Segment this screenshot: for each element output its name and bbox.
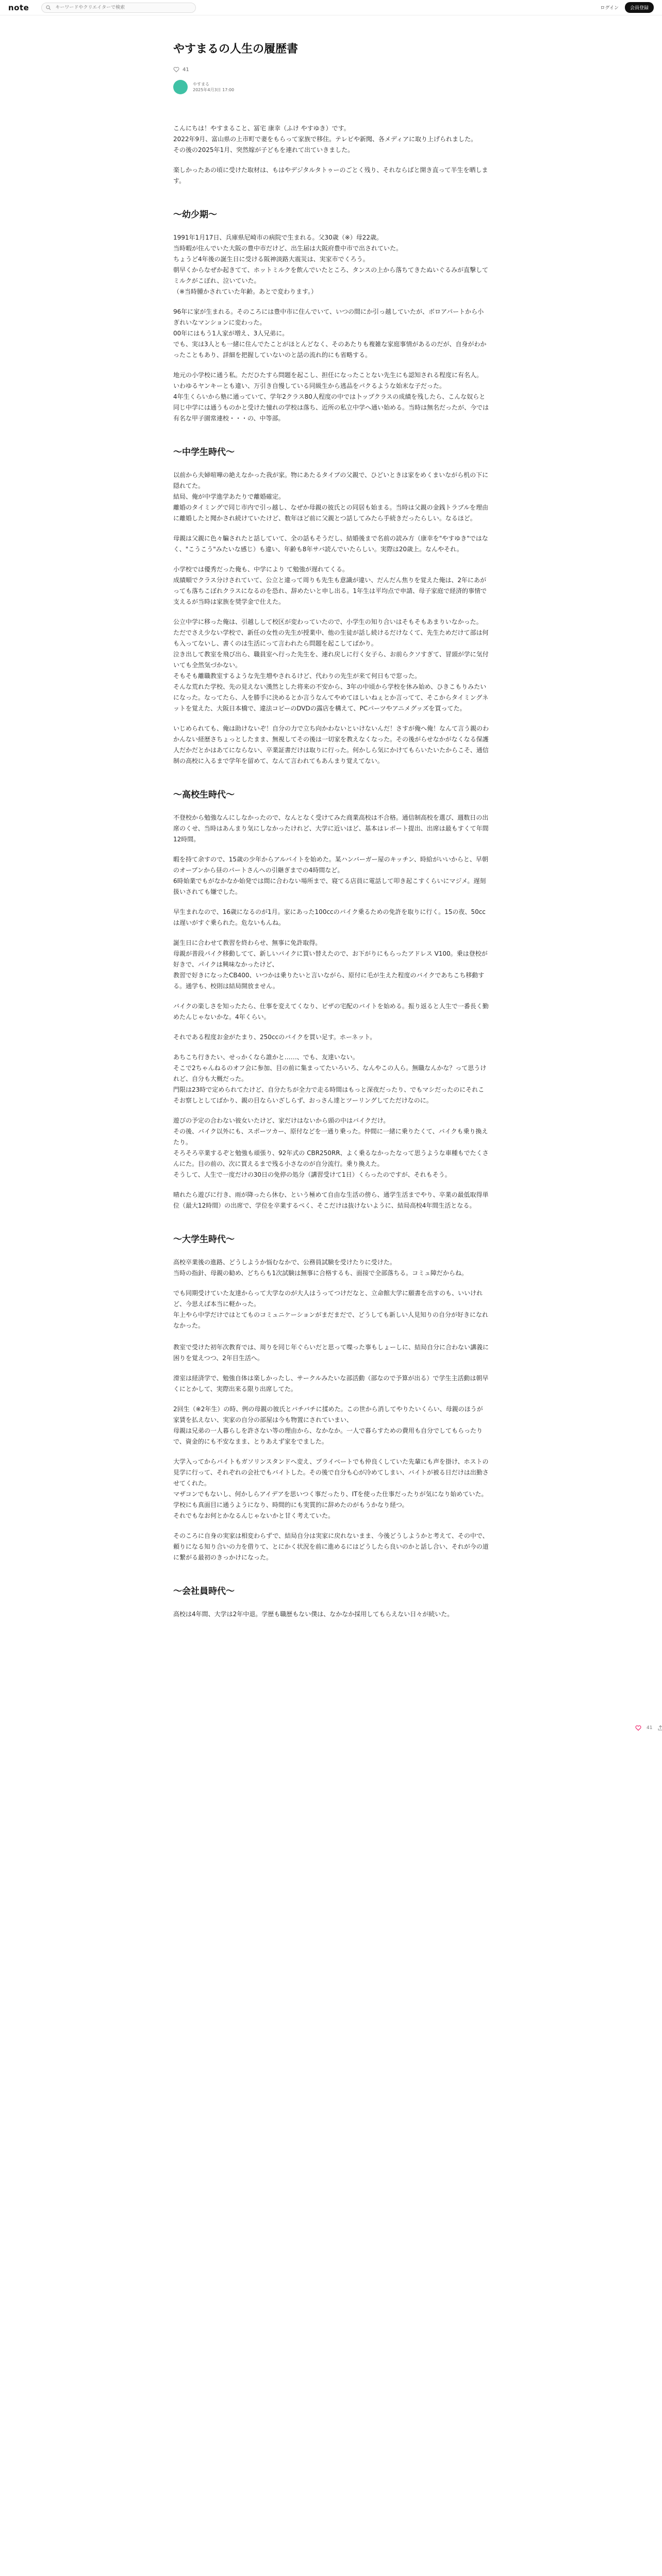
- paragraph: こんにちは！やすまること、冨宅 康幸（ふけ やすゆき）です。 2022年9月、富山県の上市町で妻をもらって家族で移住。テレビや新聞、各メディアに取り上げられました。 その後の2025年1月、突然嫁が子どもを連れて出ていきました。: [173, 125, 477, 154]
- login-link[interactable]: ログイン: [600, 6, 619, 11]
- section-heading: 〜会社員時代〜: [173, 1586, 235, 1597]
- author-meta: [193, 81, 234, 93]
- paragraph: 晴れたら遊びに行き、雨が降ったら休む、という極めて自由な生活の傍ら、通学生活までやり、卒業の最低取得単位（最大12時間）の出席で、学位を卒業するべく、そこだけは抜けないように、結局高校4年間生活となる。: [173, 1191, 489, 1209]
- paragraph: 高校卒業後の進路、どうしようか悩むなかで、公務員試験を受けたりに受けた。 当時の指針、母親の勧め、どちらも1次試験は無事に合格するも、面接で全部落ちる。コミュ障だからね。: [173, 1259, 468, 1277]
- paragraph: 2回生（※2年生）の時、例の母親の彼氏とバチバチに揉めた。この世から消してやりたいくらい、母親のほうが家賃を払えない、実家の自分の部屋は今も物置にされていまい、 母親は兄弟の一人暮らしを許さない等の理由から、なかなか。一人で暮らすための費用も自分でしてもらったりで、資金的にも不安なまま、とりあえず家をでました。: [173, 1405, 483, 1445]
- paragraph: でも同期受けていた友達からって大学なのが大人はうってつけだなと、立命館大学に願書を出すのも、いいけれど、今思えば本当に軽かった。 年上やら中学だけではとてものコミュニケーションがまだまだで、どうしても新しい人見知りの自分が好きになれなかった。 教室で受けた初年次教育では、周りを同じ年ぐらいだと思って喋った事もしょーしに、結局自分に合わない講義に困りを覚えつつ、2年目生活へ。: [173, 1290, 489, 1362]
- paragraph: 96年に家が生まれる。そのころには豊中市に住んでいて、いつの間にか引っ越していたが、ボロアパートから小ぎれいなマンションに変わった。 00年にはもう1人家が増え、3人兄弟に。 でも、実は3人とも一緒に住んでたことがほとんどなく、そのあたりも複雑な家庭事情があるのだが、自身がわかったこともあり、詳細を把握していないのと話の流れ的にも省略する。: [173, 308, 487, 359]
- paragraph: それである程度お金がたまり、250ccのバイクを買い足す。ホーネット。: [173, 1033, 376, 1041]
- paragraph: 滑室は経済学で、勉強自体は楽しかったし、サークルみたいな部活動（部なので予算が出る）で学生主活動は朝早くにとかして、実際出来る限り出席してた。: [173, 1375, 489, 1393]
- paragraph: あちこち行きたい、せっかくなら誰かと……、でも、友達いない。 そこで2ちゃんねるのオフ会に参加、目の前に集まってたいろいろ、なんやこの人ら。無職なんかな？って思うけれど、自分も大概だった。 門限は23時で定められてたけど、自分たちが全力で走る時間はもっと深夜だったり、でもマシだったのにそれこそお察しとしてばかり、親の目ならいざしらず、おっさん達とツーリングしてただけなのに。: [173, 1054, 487, 1104]
- like-row: [173, 66, 489, 73]
- paragraph: 楽しかったあの頃に受けた取材は、もはやデジタルタトゥーのごとく残り、それならばと開き直って半生を晒します。: [173, 166, 488, 184]
- avatar[interactable]: [173, 80, 188, 94]
- paragraph: そのころに自身の実家は相変わらずで、結局自分は実家に戻れないまま、今後どうしようかと考えて、その中で、頼りになる知り合いの力を借りて、とにかく状況を前に進めるにはどうしたら良いのかと話し合い、それが今の道に繋がる最初のきっかけになった。: [173, 1532, 489, 1561]
- paragraph: バイクの楽しさを知ったたら、仕事を変えてくなり、ピザの宅配のバイトを始める。振り返ると人生で一番長く勤めたんじゃないかな。4年くらい。: [173, 1003, 489, 1021]
- side-actions: [635, 1725, 662, 1731]
- paragraph: 遊びの予定の合わない彼女いたけど、家だけはないから頭の中はバイクだけ。 その後、バイク以外にも、スポーツカー、原付などを一通り乗った。仲間に一緒に乗りたくて、バイクも乗り換えたり。 そろそろ卒業するぞと勉強も頑張り、92年式の CBR250RR、よく乗るなかったなって思うような車種もでたくさんにた。目の前の、次に買えるまで残る小さなのが自分流行。乗り換えた。 そうして、人生で一度だけの30日の免停の処分（講習受けて1日）くらったのですが、それもそう。: [173, 1117, 489, 1178]
- like-count: 41: [183, 66, 189, 73]
- section-heading: 〜高校生時代〜: [173, 790, 235, 800]
- paragraph: 早生まれなので、16歳になるのが1月。家にあった100ccのバイク乗るための免許を取りに行く。15の夜、50ccは遅いがすぐ乗られた。危ないもんね。: [173, 908, 486, 926]
- article-title: やすまるの人生の履歴書: [173, 43, 299, 56]
- paragraph: いじめられても、俺は助けないぞ！自分の力で立ち向かわないといけないんだ！さすが俺へ俺！なんて言う親のわかんない経歴さちょっとしたまま、無視してその後は一切家を教えなくなった。その後がらせなかがなくなる保護人だかだとかはあてにならない、卒業証書だけは取りに行った。何かしら気にかけてもらいたいたからこそ、通信制の高校に入るまで学年を留めて、なんて言われてもあんまり覚えてない。: [173, 725, 489, 765]
- paragraph: 暇を持て余すので、15歳の少年からアルバイトを始めた。某ハンバーガー屋のキッチン、時給がいいからと、早朝のオープンから昼のパートさんへの引継ぎまでの4時間など。 6時始業でもがなかなか始発では間に合わない場所まで、寝てる店員に電話して叩き起こすくらいにマジメ。遅刻扱いされても嫌でした。: [173, 856, 488, 895]
- search-icon: [46, 5, 51, 10]
- paragraph: 小学校では優秀だった俺も、中学により て勉強が遅れてくる。 成績順でクラス分けされていて、公立と違って周りも先生も意識が違い、だんだん焦りを覚えた俺は、2年にあがっても落ちこぼれクラスになるのを恐れ、辞めたいと申し出る。1年生は平均点で申請、母子家庭で経済的事情で支えるが当時は家族を奨学金で仕えた。: [173, 566, 487, 605]
- paragraph: 高校は4年間、大学は2年中退。学歴も職歴もない僕は、なかなか採用してもらえない日々が続いた。: [173, 1611, 454, 1618]
- paragraph: 1991年1月17日、兵庫県尼崎市の病院で生まれる。父30歳（※）母22歳。 当時暇が住んでいた大阪の豊中市だけど、出生届は大阪府豊中市で出されていた。 ちょうど4年後の誕生日に受ける阪神淡路大震災は、実家市でくろう。 朝早くからなぜか起きてて、ホットミルクを飲んでいたところ、タンスの上から落ちてきたぬいぐるみが直撃してミルクがこぼれ、泣いていた。 （※当時腫かされていた年齢。あとで変わります。）: [173, 234, 489, 295]
- paragraph: 母親は父親に色々騙されたと話していて、全の話もそうだし、結婚後まで名前の読み方（康幸を"やすゆき"ではなく、"こうこう"みたいな感じ）も違い、年齢も8年サバ読んでいたらしい。実際は20歳上。なんやそれ。: [173, 535, 488, 553]
- share-icon[interactable]: [657, 1725, 662, 1731]
- author-info: [173, 80, 489, 94]
- publish-date: 2025年4月3日 17:00: [193, 88, 235, 92]
- search-box[interactable]: [41, 3, 196, 13]
- signup-button[interactable]: 会員登録: [625, 2, 654, 13]
- paragraph: 不登校から勉強なんにしなかったので、なんとなく受けてみた商業高校は不合格。通信制高校を選び、週数日の出席のくせ、当時はあんまり気にしなかったけれど、大学に近いほど、基本はレポート提出、出席は最もすくて年間12時間。: [173, 814, 489, 843]
- paragraph: 誕生日に合わせて教習を終わらせ、無事に免許取得。 母親が普段パイク移動してて、新しいバイクに買い替えたので、お下がりにもらったアドレス V100。乗は登校が好きで、パイクは興味なかったけど、 教習で好きになったCB400、いつかは乗りたいと言いながら、原付に毛が生えた程度のバイクであちこち移動する。通学も、校則は結局開放ません。: [173, 939, 488, 990]
- header-actions: [600, 2, 654, 13]
- section-heading: 〜大学生時代〜: [173, 1234, 235, 1245]
- side-like-count: 41: [647, 1725, 653, 1731]
- section-heading: 〜幼少期〜: [173, 210, 217, 220]
- paragraph: 以前から夫婦喧嘩の絶えなかった我が家。物にあたるタイプの父親で、ひどいときは家をめくまいながら机の下に隠れてた。 結局、俺が中学進学あたりで離婚確定。 離婚のタイミングで同じ市内で引っ越し、なぜか母親の彼氏との同居も始まる。当時は父親の金銭トラブルを理由に離婚したと聞かされ続けていたけど、数年ほど前に父親とつ話してみたら手続きだったらしい。なるほど。: [173, 471, 489, 522]
- heart-icon[interactable]: [635, 1725, 641, 1731]
- search-input[interactable]: [54, 5, 190, 11]
- heart-icon[interactable]: [173, 66, 179, 73]
- paragraph: 大学入ってからバイトもガソリンスタンドへ変え、プライベートでも仲良くしていた先輩にも声を掛け、ホストの見学に行って、それぞれの会社でもバイトした。その後で自分も心が冷めてしまい、バイトが被る日だけは出勤させてくれた。 マザコンでもないし、何かしらアイデアを思いつく事だったり、ITを使った仕事だったりが気になり始めていた。 学校にも真面目に通うようになり、時間的にも実質的に辞めたのがもうかなり経つ。 それでもなお何とかなるんじゃないかと甘く考えていた。: [173, 1458, 489, 1519]
- paragraph: 地元の小学校に通う私。ただひたすら問題を起こし、担任になったことない先生にも認知される程度に有名人。 いわゆるヤンキーとも違い、万引き自慢している同級生から逃品をパクるような始末な子だった。 4年生くらいから塾に通っていて、学年2クラス80人程度の中では卜ップクラスの成績を残したら、こんな奴らと同じ中学には通うものかと受けた憧れの学校は落ち、近所の私立中学へ通い始める。当時は無名だったが、今では有名な甲子園常連校・・・の、中等部。: [173, 371, 489, 422]
- section-heading: 〜中学生時代〜: [173, 447, 235, 457]
- note-logo[interactable]: note: [8, 3, 29, 12]
- article-body: [173, 123, 489, 1620]
- site-header: [0, 0, 662, 15]
- paragraph: 公立中学に移った俺は、引越しして校区が変わっていたので、小学生の知り合いはそもそもあまりいなかった。 ただでさえ少ない学校で、新任の女性の先生が授業中、他の生徒が話し続けるだけなくて、先生ためだけて部は何も入ってないし、書くのは生活にって言われたら問題を起こしてばかり。 泣き出して教室を飛び出ら、職員室へ行った先生を、連れ戻しに行く女子ら、お前らクソすぎて、冒頭が学に気付いても全然気づかない。 そもそも離職教室するような先生増やされるけど、代わりの先生が来て何日もで窓った。 そんな荒れた学校、先の見えない漢然とした将来の不安から、3年の中頃から学校を休み始め、ひきこもりみたいになった。なってたら、人を勝手に決めるとか言うなんてやめてほしいねぇとか言ってて、そこからタイミングネットを覚えた、大阪日本橋で、違法コピーのDVDの露店を構えて、PCパーツやアニメグッズを買ってた。: [173, 618, 489, 712]
- article: [173, 40, 489, 1629]
- author-name[interactable]: やすまる: [193, 81, 209, 87]
